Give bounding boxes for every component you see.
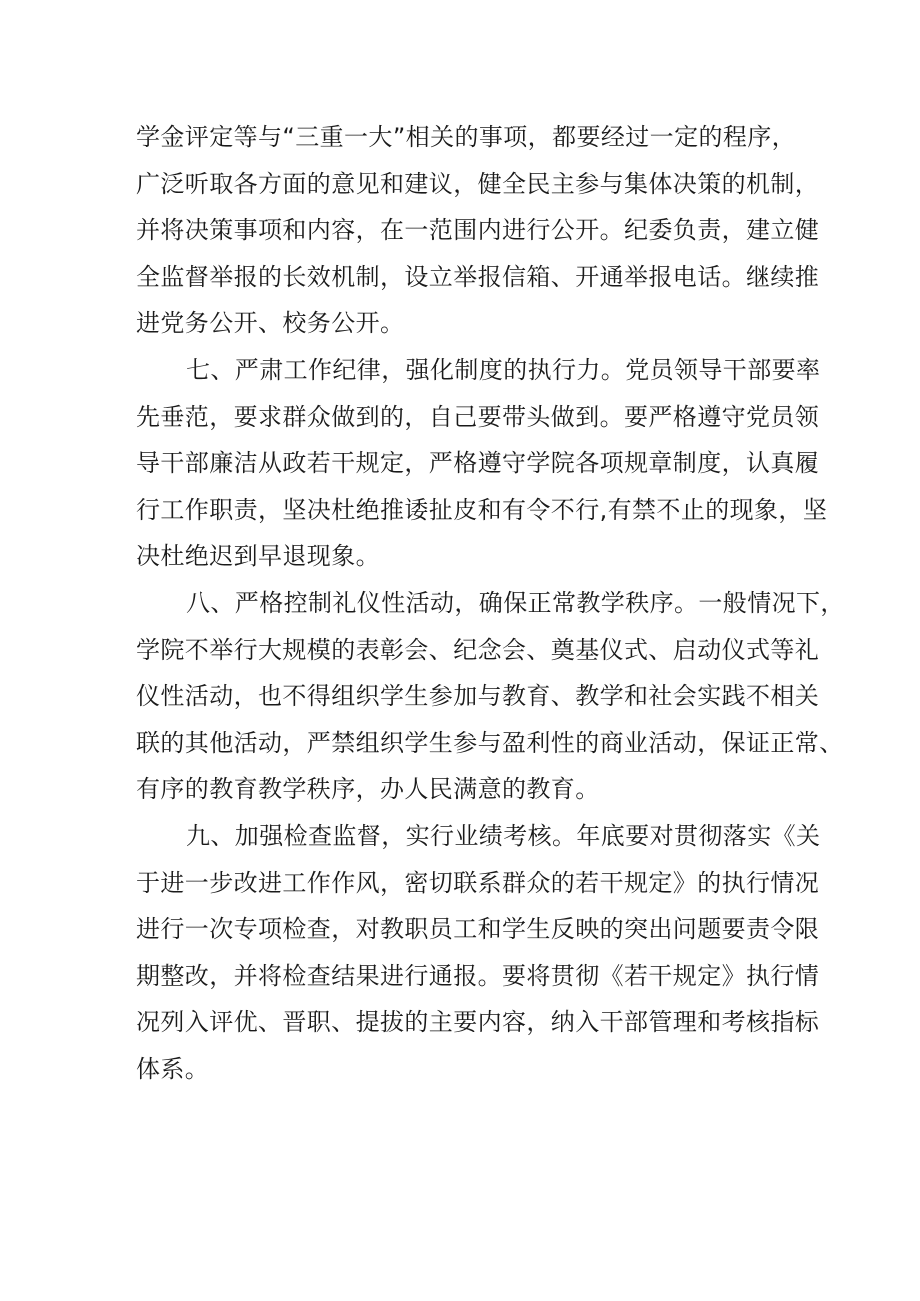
text-line: 体系。 [136, 1054, 210, 1083]
text-line: 学金评定等与“三重一大”相关的事项，都要经过一定的程序， [136, 123, 797, 151]
text-line: 有序的教育教学秩序，办人民满意的教育。 [136, 775, 600, 804]
text-line: 仪性活动，也不得组织学生参加与教育、教学和社会实践不相关 [136, 682, 820, 711]
text-line: 学院不举行大规模的表彰会、纪念会、奠基仪式、启动仪式等礼 [136, 635, 820, 664]
text-line: 于进一步改进工作作风，密切联系群众的若干规定》的执行情况 [136, 868, 820, 897]
text-line: 进党务公开、校务公开。 [136, 309, 405, 338]
text-line: 先垂范，要求群众做到的，自己要带头做到。要严格遵守党员领 [136, 402, 820, 431]
text-line: 全监督举报的长效机制，设立举报信箱、开通举报电话。继续推 [136, 262, 820, 291]
text-line: 况列入评优、晋职、提拔的主要内容，纳入干部管理和考核指标 [136, 1008, 820, 1037]
section-nine-heading-line: 九、加强检查监督，实行业绩考核。年底要对贯彻落实《关 [186, 821, 821, 850]
text-line: 广泛听取各方面的意见和建议，健全民主参与集体决策的机制， [136, 169, 820, 198]
text-line: 导干部廉洁从政若干规定，严格遵守学院各项规章制度，认真履 [136, 449, 820, 478]
text-line: 行工作职责，坚决杜绝推诿扯皮和有令不行,有禁不止的现象，坚 [136, 495, 828, 524]
section-seven-heading-line: 七、严肃工作纪律，强化制度的执行力。党员领导干部要率 [186, 355, 821, 384]
text-line: 联的其他活动，严禁组织学生参与盈利性的商业活动，保证正常、 [136, 728, 844, 757]
section-eight-heading-line: 八、严格控制礼仪性活动，确保正常教学秩序。一般情况下， [186, 588, 845, 617]
document-body [136, 114, 845, 1092]
text-line: 进行一次专项检查，对教职员工和学生反映的突出问题要责令限 [136, 915, 820, 944]
text-line: 期整改，并将检查结果进行通报。要将贯彻《若干规定》执行情 [136, 961, 820, 990]
text-line: 决杜绝迟到早退现象。 [136, 542, 380, 571]
text-line: 并将决策事项和内容，在一范围内进行公开。纪委负责，建立健 [136, 216, 820, 245]
